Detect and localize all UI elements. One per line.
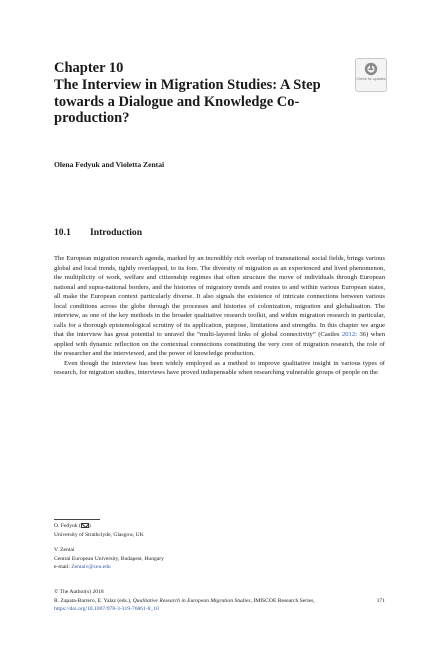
paragraph-1-text-a: The European migration research agenda, marked by an incredibly rich overlap of transnational social fields, brings various global and local trends, tightly overlapped, to its fore. The diversity of migration as an experienced and lived phenomenon, the multiplicity of work, welfare and citizenship regimes that often structure the move of individuals through European national and supra-national borders, and the histories of migratory trends and routes to and within various European states, all make the European context particularly diverse. It also signals the existence of intricate connections between various local conditions across the globe through the processes and histories of colonization, migration and globalisation. The interview, as one of the key methods in the broader qualitative research toolkit, and within migration research in particular, calls for a thorough epistemological scrutiny of its application, purpose, limitations and strengths. In this chapter we argue that the interview has great potential to unravel the “multi-layered links of global connectivity” (Castles [54, 255, 385, 338]
citation-editors: R. Zapata-Barrero, E. Yalaz (eds.), [54, 597, 133, 604]
check-for-updates-label: Check for updates [356, 77, 386, 81]
section-heading [54, 227, 142, 238]
chapter-authors: Olena Fedyuk and Violetta Zentai [54, 160, 165, 169]
doi-link[interactable]: https://doi.org/10.1007/978-3-319-76861-8_10 [54, 606, 159, 612]
author2-institution: Central European University, Budapest, Hungary [54, 555, 164, 562]
paragraph-1-text-b: : 36) when applied with dynamic reflection on the contextual connections constituting the very core of migration research, the role of the researcher and the interviewed, and the power of knowledge production. [54, 331, 385, 357]
chapter-label: Chapter 10 [54, 60, 124, 76]
citation-series: , IMISCOE Research Series, [250, 597, 315, 604]
author1-name: O. Fedyuk [54, 523, 78, 529]
footnote-divider [54, 519, 100, 520]
copyright: © The Author(s) 2018 [54, 589, 104, 595]
paragraph-2: Even though the interview has been widely employed as a method to improve qualitative insight in various types of research, for migration studies, interviews have proved indispensable when researching vulnerable groups of people on the [54, 359, 385, 376]
section-number: 10.1 [54, 227, 71, 238]
section-title: Introduction [90, 227, 143, 238]
author1-affiliation: O. Fedyuk ( ) University of Strathclyde, Glasgow, UK [54, 522, 385, 539]
email-link[interactable]: Zentaiv@ceu.edu [71, 564, 111, 570]
author1-institution: University of Strathclyde, Glasgow, UK [54, 531, 144, 538]
check-for-updates-badge[interactable] [355, 58, 387, 92]
body-text [54, 254, 385, 378]
citation-book-title: Qualitative Research in European Migration Studies [132, 597, 251, 604]
email-label: e-mail: [54, 564, 70, 570]
crossmark-icon [364, 62, 378, 76]
chapter-title: The Interview in Migration Studies: A Step towards a Dialogue and Knowledge Co-production? [54, 77, 321, 126]
author2-name: V. Zentai [54, 547, 75, 553]
book-citation [54, 597, 315, 606]
page-number: 171 [376, 597, 385, 604]
page-footer [54, 588, 385, 614]
envelope-icon[interactable] [81, 523, 89, 528]
paragraph-1 [54, 254, 385, 359]
author2-affiliation [54, 546, 385, 572]
citation-link[interactable]: 2012 [341, 331, 356, 338]
